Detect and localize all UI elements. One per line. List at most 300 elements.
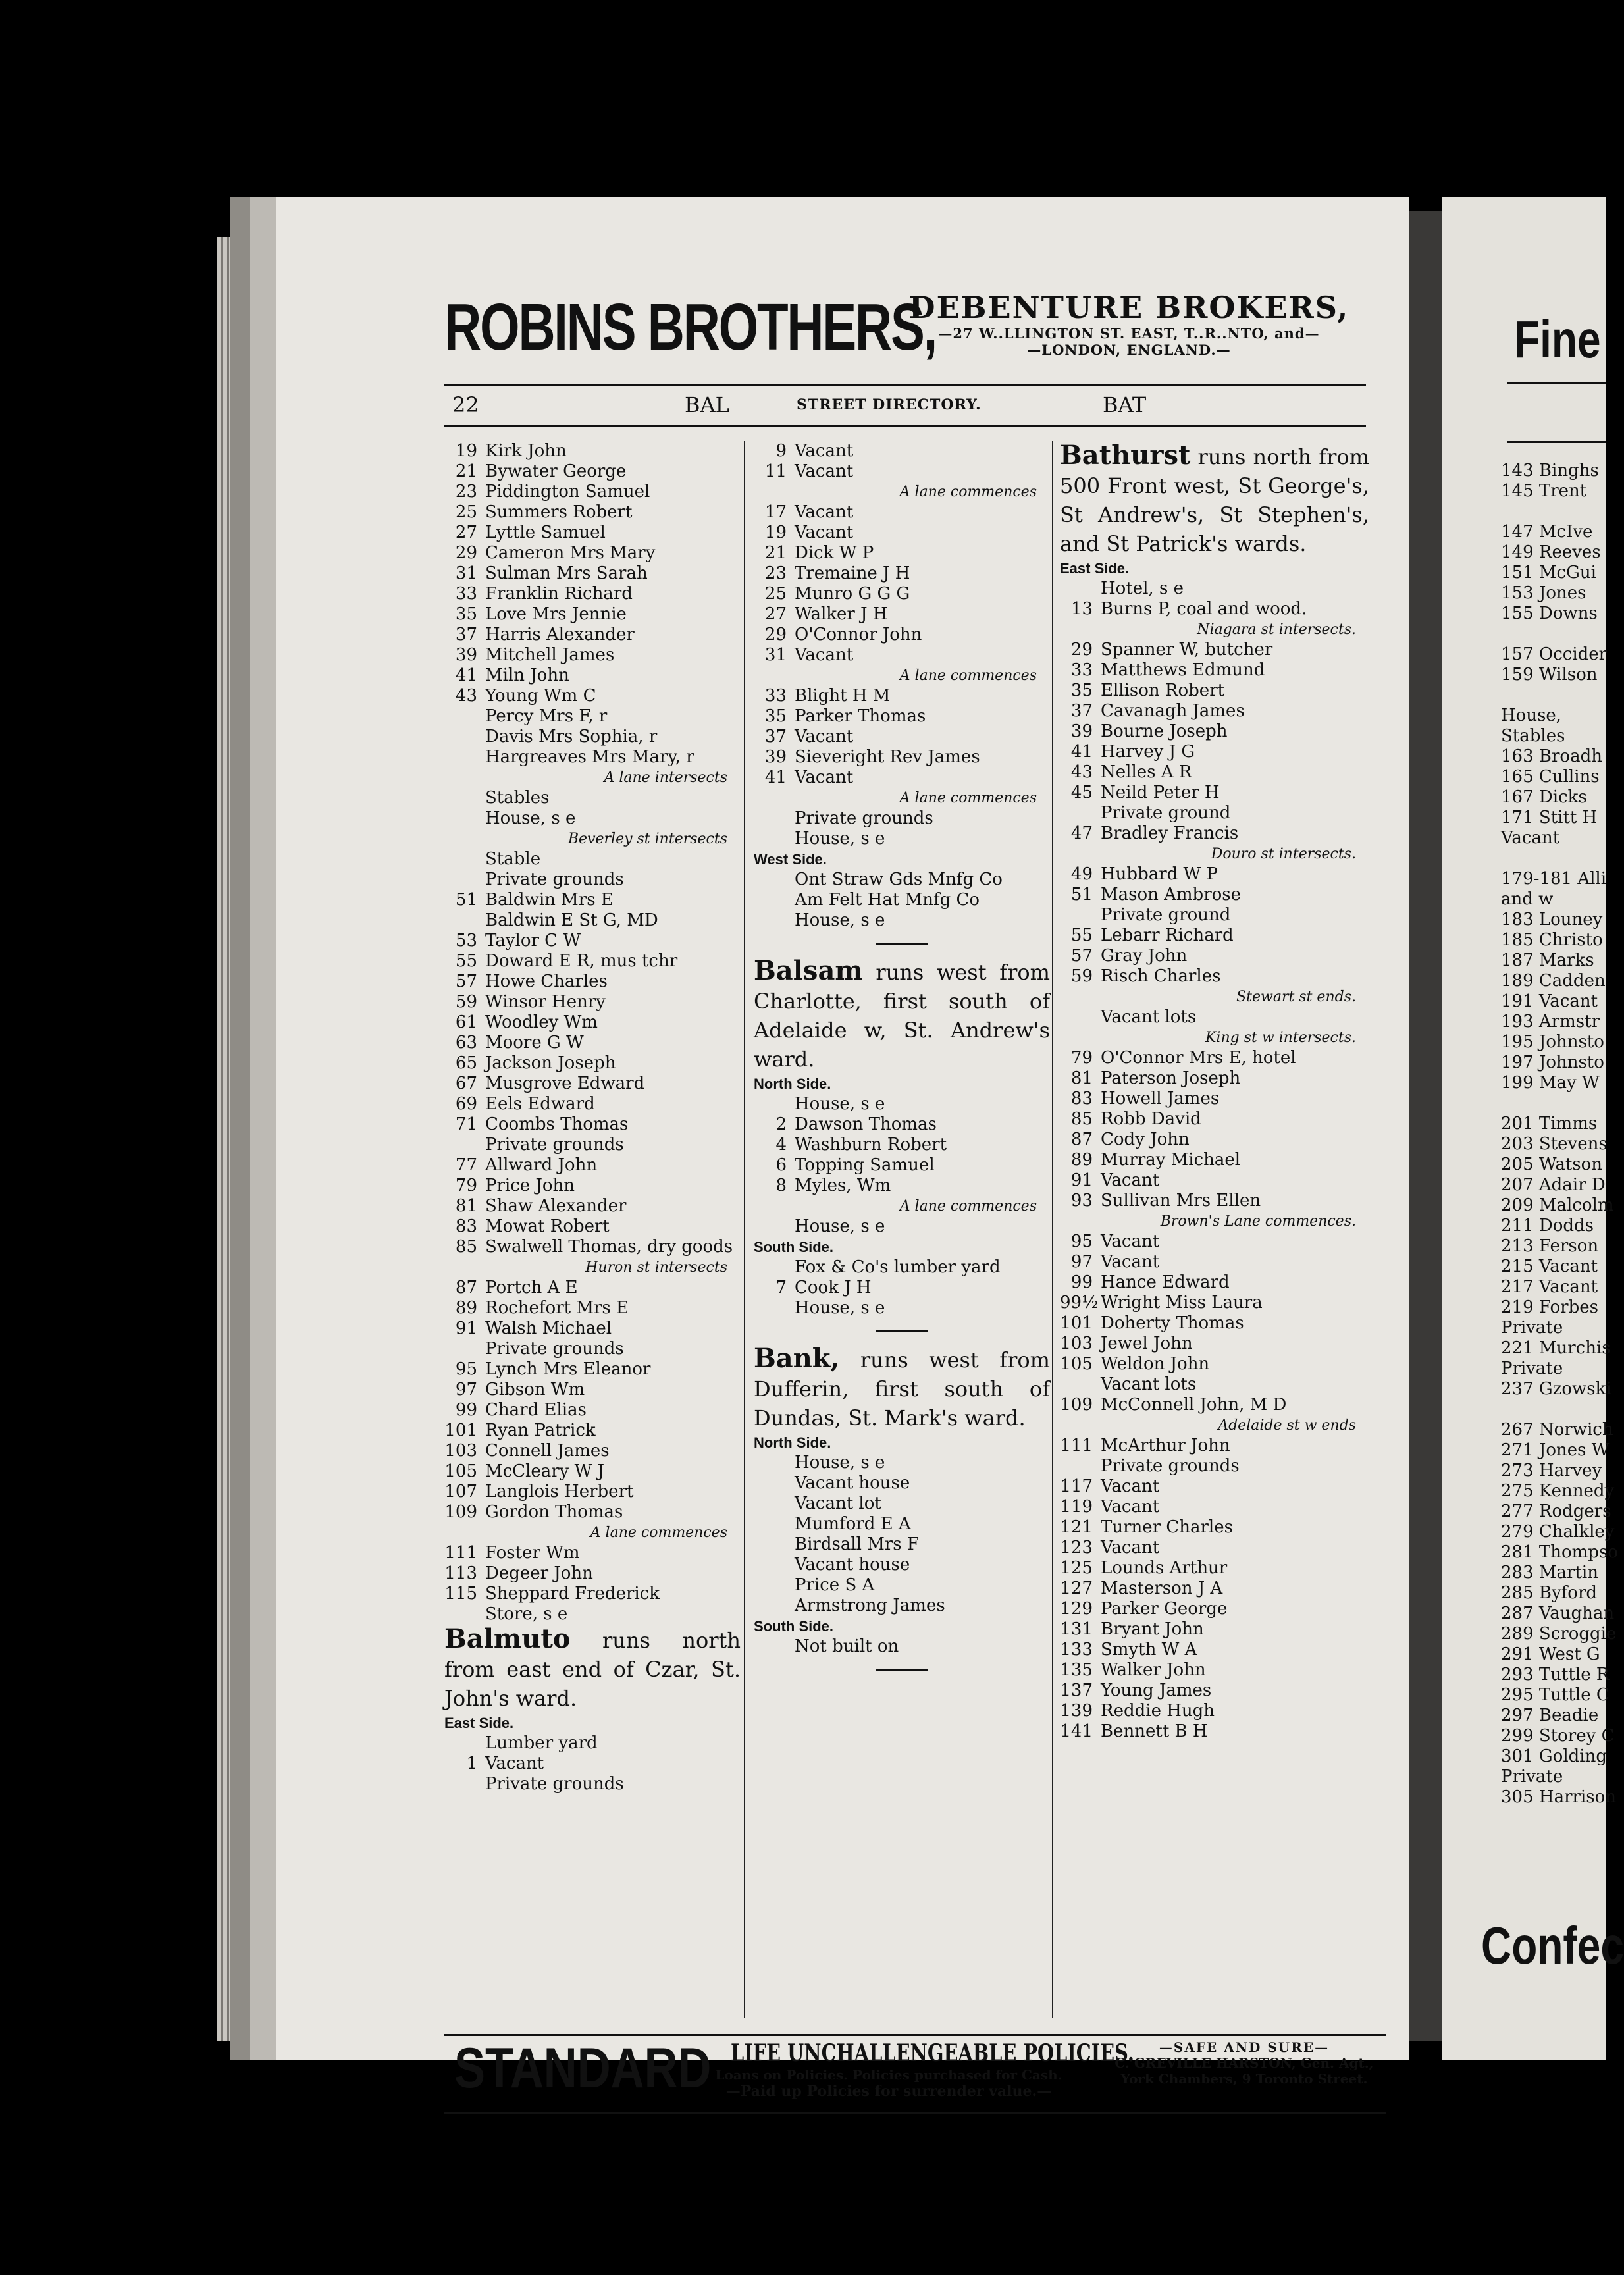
house-number: 1 xyxy=(466,1754,477,1773)
directory-entry xyxy=(1060,1497,1369,1517)
directory-entry xyxy=(1060,1579,1369,1599)
directory-entry: House, s e xyxy=(485,808,576,828)
intersection-note: Stewart st ends. xyxy=(1236,989,1356,1005)
facing-entry: Stables xyxy=(1501,726,1565,746)
directory-entry: Private ground xyxy=(1101,803,1231,823)
directory-entry xyxy=(444,1441,741,1461)
directory-entry xyxy=(1060,1293,1369,1313)
facing-rule xyxy=(1507,382,1606,384)
resident-name: Connell James xyxy=(485,1441,610,1461)
resident-name: Love Mrs Jennie xyxy=(485,604,627,624)
directory-entry xyxy=(444,523,741,543)
house-number: 79 xyxy=(455,1176,477,1195)
facing-entry: 267 Norwich xyxy=(1501,1420,1613,1440)
directory-entry: Stables xyxy=(485,788,550,808)
house-number: 31 xyxy=(455,563,477,583)
directory-entry xyxy=(1060,1232,1369,1252)
brand-address-1: —27 W..LLINGTON ST. EAST, T..R..NTO, and— xyxy=(938,325,1320,342)
house-number: 103 xyxy=(444,1441,477,1461)
facing-entry: 213 Ferson xyxy=(1501,1236,1599,1256)
house-number: 127 xyxy=(1060,1579,1093,1598)
resident-name: Foster Wm xyxy=(485,1543,580,1563)
facing-entry xyxy=(1501,502,1618,522)
resident-name: Parker Thomas xyxy=(795,706,926,726)
resident-name: Munro G G G xyxy=(795,584,910,604)
facing-entry: 279 Chalkley xyxy=(1501,1522,1615,1542)
resident-name: McConnell John, M D xyxy=(1101,1395,1287,1415)
resident-name: Ryan Patrick xyxy=(485,1421,596,1440)
house-number: 33 xyxy=(1070,660,1093,680)
house-number: 51 xyxy=(1070,885,1093,904)
facing-entry: Private xyxy=(1501,1767,1563,1787)
directory-entry: Percy Mrs F, r xyxy=(485,706,608,726)
footer-safe: —SAFE AND SURE— xyxy=(1159,2039,1330,2055)
directory-entry xyxy=(1060,681,1369,701)
house-number: 125 xyxy=(1060,1558,1093,1578)
house-number: 49 xyxy=(1070,864,1093,884)
resident-name: Risch Charles xyxy=(1101,966,1221,986)
house-number: 29 xyxy=(764,625,787,644)
directory-entry: Vacant lots xyxy=(1101,1374,1197,1394)
resident-name: Eels Edward xyxy=(485,1094,595,1114)
house-number: 99 xyxy=(1070,1272,1093,1292)
house-number: 17 xyxy=(764,502,787,522)
resident-name: Degeer John xyxy=(485,1563,593,1583)
resident-name: Vacant xyxy=(795,461,854,481)
section-divider xyxy=(876,943,928,945)
facing-entry: 145 Trent xyxy=(1501,481,1587,501)
resident-name: Washburn Robert xyxy=(795,1135,947,1155)
resident-name: Robb David xyxy=(1101,1109,1201,1129)
resident-name: Doward E R, mus tchr xyxy=(485,951,678,971)
street-heading xyxy=(754,1344,1050,1432)
house-number: 109 xyxy=(1060,1395,1093,1415)
directory-entry xyxy=(754,625,1050,645)
facing-entry: 207 Adair D xyxy=(1501,1175,1606,1195)
facing-entry: 293 Tuttle R xyxy=(1501,1665,1610,1685)
directory-entry xyxy=(444,890,741,910)
directory-entry xyxy=(754,563,1050,584)
footer-agent: C. GREVILLE HARSTON, Gen. Agt., xyxy=(1114,2055,1374,2071)
facing-entry: 283 Martin xyxy=(1501,1563,1598,1582)
house-number: 87 xyxy=(455,1278,477,1297)
directory-entry xyxy=(444,1461,741,1482)
resident-name: Gordon Thomas xyxy=(485,1502,623,1522)
house-number: 23 xyxy=(455,482,477,502)
directory-entry: Private grounds xyxy=(485,1135,624,1155)
house-number: 39 xyxy=(455,645,477,665)
resident-name: Howe Charles xyxy=(485,972,608,991)
house-number: 97 xyxy=(1070,1252,1093,1272)
resident-name: Gibson Wm xyxy=(485,1380,585,1399)
page-edges xyxy=(217,237,276,2041)
house-number: 131 xyxy=(1060,1619,1093,1639)
resident-name: Harris Alexander xyxy=(485,625,635,644)
directory-entry xyxy=(444,1012,741,1033)
directory-entry xyxy=(1060,1436,1369,1456)
house-number: 57 xyxy=(455,972,477,991)
resident-name: Wright Miss Laura xyxy=(1101,1293,1263,1313)
footer-paid: —Paid up Policies for surrender value.— xyxy=(725,2083,1052,2100)
directory-entry: Private grounds xyxy=(485,870,624,889)
directory-entry xyxy=(1060,864,1369,885)
street-description: runs west from Dufferin, first south of Dundas, St. Mark's ward. xyxy=(754,1347,1051,1430)
house-number: 27 xyxy=(764,604,787,624)
directory-entry xyxy=(1060,701,1369,721)
directory-entry xyxy=(754,1155,1050,1176)
resident-name: Franklin Richard xyxy=(485,584,633,604)
directory-entry xyxy=(1060,1272,1369,1293)
facing-entry: 209 Malcolm xyxy=(1501,1195,1614,1215)
facing-entry: 187 Marks xyxy=(1501,951,1594,970)
resident-name: Jackson Joseph xyxy=(485,1053,616,1073)
house-number: 99 xyxy=(455,1400,477,1420)
house-number: 47 xyxy=(1070,824,1093,843)
house-number: 87 xyxy=(1070,1130,1093,1149)
directory-entry xyxy=(444,1319,741,1339)
house-number: 21 xyxy=(455,461,477,481)
advert-footer xyxy=(444,2034,1386,2114)
directory-entry xyxy=(444,1155,741,1176)
resident-name: Chard Elias xyxy=(485,1400,587,1420)
directory-entry xyxy=(1060,1048,1369,1068)
directory-entry xyxy=(1060,742,1369,762)
house-number: 139 xyxy=(1060,1701,1093,1721)
house-number: 77 xyxy=(455,1155,477,1175)
resident-name: Sieveright Rev James xyxy=(795,747,980,767)
house-number: 9 xyxy=(775,441,787,461)
facing-entry: 171 Stitt H xyxy=(1501,808,1598,827)
resident-name: Vacant xyxy=(795,441,854,461)
resident-name: Cameron Mrs Mary xyxy=(485,543,656,563)
directory-entry xyxy=(754,1278,1050,1298)
house-number: 35 xyxy=(764,706,787,726)
resident-name: Vacant xyxy=(795,645,854,665)
section-divider xyxy=(876,1330,928,1332)
resident-name: Weldon John xyxy=(1101,1354,1210,1374)
resident-name: Blight H M xyxy=(795,686,891,706)
book-spine xyxy=(1409,211,1442,2041)
resident-name: Matthews Edmund xyxy=(1101,660,1265,680)
house-number: 71 xyxy=(455,1114,477,1134)
house-number: 83 xyxy=(455,1216,477,1236)
resident-name: Turner Charles xyxy=(1101,1517,1233,1537)
facing-entry: 143 Binghs xyxy=(1501,461,1599,481)
directory-page xyxy=(276,197,1409,2100)
house-number: 7 xyxy=(775,1278,787,1297)
running-title: STREET DIRECTORY. xyxy=(797,396,982,413)
resident-name: Gray John xyxy=(1101,946,1188,966)
resident-name: Hance Edward xyxy=(1101,1272,1230,1292)
directory-entry xyxy=(1060,1619,1369,1640)
resident-name: Piddington Samuel xyxy=(485,482,650,502)
directory-entry: Private grounds xyxy=(1101,1456,1240,1476)
directory-entry xyxy=(1060,1252,1369,1272)
intersection-note: Brown's Lane commences. xyxy=(1160,1213,1356,1230)
directory-entry xyxy=(1060,824,1369,844)
resident-name: Dick W P xyxy=(795,543,874,563)
house-number: 41 xyxy=(764,768,787,787)
facing-entry: 179-181 Alli xyxy=(1501,869,1607,889)
directory-entry xyxy=(444,502,741,523)
resident-name: Ellison Robert xyxy=(1101,681,1225,700)
directory-entry xyxy=(444,1584,741,1604)
house-number: 55 xyxy=(1070,926,1093,945)
facing-entry: 199 May W xyxy=(1501,1073,1600,1093)
footer-agent-block xyxy=(1103,2039,1386,2087)
house-number: 35 xyxy=(455,604,477,624)
resident-name: Lounds Arthur xyxy=(1101,1558,1228,1578)
house-number: 27 xyxy=(455,523,477,542)
resident-name: Walker John xyxy=(1101,1660,1206,1680)
facing-page xyxy=(1442,197,1618,2060)
facing-entry: 159 Wilson xyxy=(1501,665,1598,685)
left-key: BAL xyxy=(685,392,729,417)
directory-entry xyxy=(1060,1701,1369,1721)
facing-entry: 151 McGui xyxy=(1501,563,1596,583)
directory-entry xyxy=(444,1114,741,1135)
house-number: 69 xyxy=(455,1094,477,1114)
directory-entry xyxy=(754,604,1050,625)
side-heading: West Side. xyxy=(754,851,827,868)
directory-entry xyxy=(444,604,741,625)
house-number: 117 xyxy=(1060,1477,1093,1496)
house-number: 29 xyxy=(455,543,477,563)
house-number: 59 xyxy=(455,992,477,1012)
street-description: runs north from 500 Front west, St George's, St Andrew's, St Stephen's, and St Patrick's wards. xyxy=(1060,444,1369,556)
house-number: 35 xyxy=(1070,681,1093,700)
directory-entry xyxy=(444,992,741,1012)
facing-entry: 285 Byford xyxy=(1501,1583,1598,1603)
house-number: 141 xyxy=(1060,1721,1093,1741)
facing-entry: House, xyxy=(1501,706,1562,725)
resident-name: Kirk John xyxy=(485,441,567,461)
resident-name: Reddie Hugh xyxy=(1101,1701,1215,1721)
house-number: 115 xyxy=(444,1584,477,1604)
intersection-note: Beverley st intersects xyxy=(567,831,727,847)
directory-entry: Stable xyxy=(485,849,541,869)
facing-column xyxy=(1501,461,1618,1808)
side-heading: East Side. xyxy=(1060,560,1130,577)
resident-name: Vacant xyxy=(1101,1232,1160,1251)
directory-entry: Private grounds xyxy=(795,808,933,828)
directory-entry xyxy=(1060,1109,1369,1130)
directory-entry xyxy=(444,1298,741,1319)
directory-entry xyxy=(444,1237,741,1257)
house-number: 33 xyxy=(455,584,477,604)
advert-header xyxy=(444,290,1386,388)
facing-entry: Private xyxy=(1501,1318,1563,1338)
house-number: 25 xyxy=(455,502,477,522)
house-number: 37 xyxy=(1070,701,1093,721)
directory-entry xyxy=(444,1754,741,1774)
intersection-note: Huron st intersects xyxy=(585,1259,727,1276)
resident-name: Cavanagh James xyxy=(1101,701,1245,721)
directory-entry xyxy=(1060,1599,1369,1619)
directory-entry xyxy=(1060,1068,1369,1089)
directory-entry: Ont Straw Gds Mnfg Co xyxy=(795,870,1003,889)
facing-entry: 291 West G xyxy=(1501,1644,1600,1664)
house-number: 59 xyxy=(1070,966,1093,986)
resident-name: Hubbard W P xyxy=(1101,864,1218,884)
intersection-note: A lane commences xyxy=(590,1525,727,1541)
side-heading: North Side. xyxy=(754,1434,831,1451)
resident-name: Vacant xyxy=(485,1754,544,1773)
resident-name: Summers Robert xyxy=(485,502,633,522)
house-number: 103 xyxy=(1060,1334,1093,1353)
intersection-note: A lane intersects xyxy=(604,770,727,786)
footer-life: LIFE UNCHALLENGEABLE POLICIES. xyxy=(731,2039,1134,2067)
directory-entry xyxy=(754,441,1050,461)
directory-entry xyxy=(754,706,1050,727)
facing-entry: 163 Broadh xyxy=(1501,746,1602,766)
directory-entry: Armstrong James xyxy=(795,1596,945,1615)
street-name: Balmuto xyxy=(444,1623,571,1654)
directory-entry xyxy=(444,625,741,645)
facing-entry: 189 Cadden xyxy=(1501,971,1606,991)
resident-name: Sheppard Frederick xyxy=(485,1584,660,1604)
house-number: 129 xyxy=(1060,1599,1093,1619)
directory-entry xyxy=(444,1359,741,1380)
resident-name: Portch A E xyxy=(485,1278,578,1297)
directory-entry xyxy=(1060,946,1369,966)
resident-name: Allward John xyxy=(485,1155,598,1175)
house-number: 133 xyxy=(1060,1640,1093,1660)
directory-entry xyxy=(444,1380,741,1400)
resident-name: Nelles A R xyxy=(1101,762,1192,782)
resident-name: Topping Samuel xyxy=(795,1155,935,1175)
house-number: 39 xyxy=(1070,721,1093,741)
house-number: 31 xyxy=(764,645,787,665)
directory-entry xyxy=(444,543,741,563)
directory-entry xyxy=(1060,1313,1369,1334)
directory-entry: House, s e xyxy=(795,1216,885,1236)
directory-entry: Birdsall Mrs F xyxy=(795,1534,919,1554)
directory-entry xyxy=(1060,660,1369,681)
directory-entry xyxy=(754,727,1050,747)
directory-entry xyxy=(1060,1150,1369,1170)
house-number: 2 xyxy=(775,1114,787,1134)
resident-name: Young James xyxy=(1101,1681,1212,1700)
column-divider xyxy=(1052,441,1053,2018)
house-number: 85 xyxy=(455,1237,477,1257)
resident-name: Young Wm C xyxy=(485,686,596,706)
directory-entry xyxy=(754,502,1050,523)
directory-entry: House, s e xyxy=(795,910,885,930)
house-number: 57 xyxy=(1070,946,1093,966)
directory-entry xyxy=(444,1176,741,1196)
directory-entry xyxy=(444,1074,741,1094)
directory-entry xyxy=(1060,966,1369,987)
house-number: 61 xyxy=(455,1012,477,1032)
house-number: 43 xyxy=(1070,762,1093,782)
facing-entry: 191 Vacant xyxy=(1501,991,1598,1011)
facing-entry: 219 Forbes xyxy=(1501,1297,1598,1317)
directory-entry: Hargreaves Mrs Mary, r xyxy=(485,747,694,767)
house-number: 63 xyxy=(455,1033,477,1053)
facing-entry: 295 Tuttle C xyxy=(1501,1685,1610,1705)
directory-entry xyxy=(754,1176,1050,1196)
directory-entry xyxy=(1060,1517,1369,1538)
house-number: 119 xyxy=(1060,1497,1093,1517)
directory-entry xyxy=(754,747,1050,768)
house-number: 41 xyxy=(455,666,477,685)
resident-name: Cody John xyxy=(1101,1130,1190,1149)
facing-title: Fine xyxy=(1514,310,1601,369)
street-heading xyxy=(754,956,1050,1074)
directory-entry: House, s e xyxy=(795,1453,885,1473)
facing-entry: and w xyxy=(1501,889,1554,909)
resident-name: Bryant John xyxy=(1101,1619,1204,1639)
house-number: 37 xyxy=(764,727,787,746)
directory-entry: Mumford E A xyxy=(795,1514,911,1534)
directory-entry xyxy=(1060,1089,1369,1109)
house-number: 53 xyxy=(455,931,477,951)
house-number: 45 xyxy=(1070,783,1093,802)
house-number: 83 xyxy=(1070,1089,1093,1109)
directory-entry xyxy=(1060,762,1369,783)
house-number: 25 xyxy=(764,584,787,604)
facing-entry: 281 Thompso xyxy=(1501,1542,1618,1562)
house-number: 21 xyxy=(764,543,787,563)
directory-entry xyxy=(1060,1538,1369,1558)
running-head xyxy=(444,384,1366,427)
house-number: 137 xyxy=(1060,1681,1093,1700)
directory-entry: Private grounds xyxy=(485,1339,624,1359)
resident-name: Vacant xyxy=(795,768,854,787)
facing-entry xyxy=(1501,685,1618,706)
house-number: 95 xyxy=(455,1359,477,1379)
house-number: 81 xyxy=(455,1196,477,1216)
facing-entry: Vacant xyxy=(1501,828,1560,848)
house-number: 89 xyxy=(455,1298,477,1318)
facing-entry: 221 Murchis xyxy=(1501,1338,1611,1358)
directory-entry xyxy=(444,1278,741,1298)
house-number: 85 xyxy=(1070,1109,1093,1129)
directory-entry: Vacant lot xyxy=(795,1494,881,1513)
house-number: 37 xyxy=(455,625,477,644)
house-number: 101 xyxy=(1060,1313,1093,1333)
resident-name: Bradley Francis xyxy=(1101,824,1239,843)
directory-entry: Store, s e xyxy=(485,1604,568,1624)
resident-name: Vacant xyxy=(795,502,854,522)
facing-entry xyxy=(1501,849,1618,869)
resident-name: Harvey J G xyxy=(1101,742,1195,762)
directory-entry: Hotel, s e xyxy=(1101,579,1184,598)
directory-entry xyxy=(444,461,741,482)
resident-name: Murray Michael xyxy=(1101,1150,1241,1170)
directory-entry xyxy=(444,1482,741,1502)
directory-entry xyxy=(1060,1354,1369,1374)
directory-entry xyxy=(1060,640,1369,660)
resident-name: Walker J H xyxy=(795,604,888,624)
directory-entry xyxy=(1060,1660,1369,1681)
house-number: 91 xyxy=(1070,1170,1093,1190)
directory-entry xyxy=(444,584,741,604)
house-number: 41 xyxy=(1070,742,1093,762)
resident-name: Lynch Mrs Eleanor xyxy=(485,1359,651,1379)
footer-address: York Chambers, 9 Toronto Street. xyxy=(1120,2071,1368,2087)
resident-name: Dawson Thomas xyxy=(795,1114,937,1134)
intersection-note: A lane commences xyxy=(899,484,1037,500)
directory-entry xyxy=(444,441,741,461)
house-number: 39 xyxy=(764,747,787,767)
facing-entry: 147 McIve xyxy=(1501,522,1593,542)
column-1 xyxy=(444,441,741,1794)
house-number: 19 xyxy=(455,441,477,461)
directory-entry xyxy=(1060,721,1369,742)
directory-entry xyxy=(754,686,1050,706)
